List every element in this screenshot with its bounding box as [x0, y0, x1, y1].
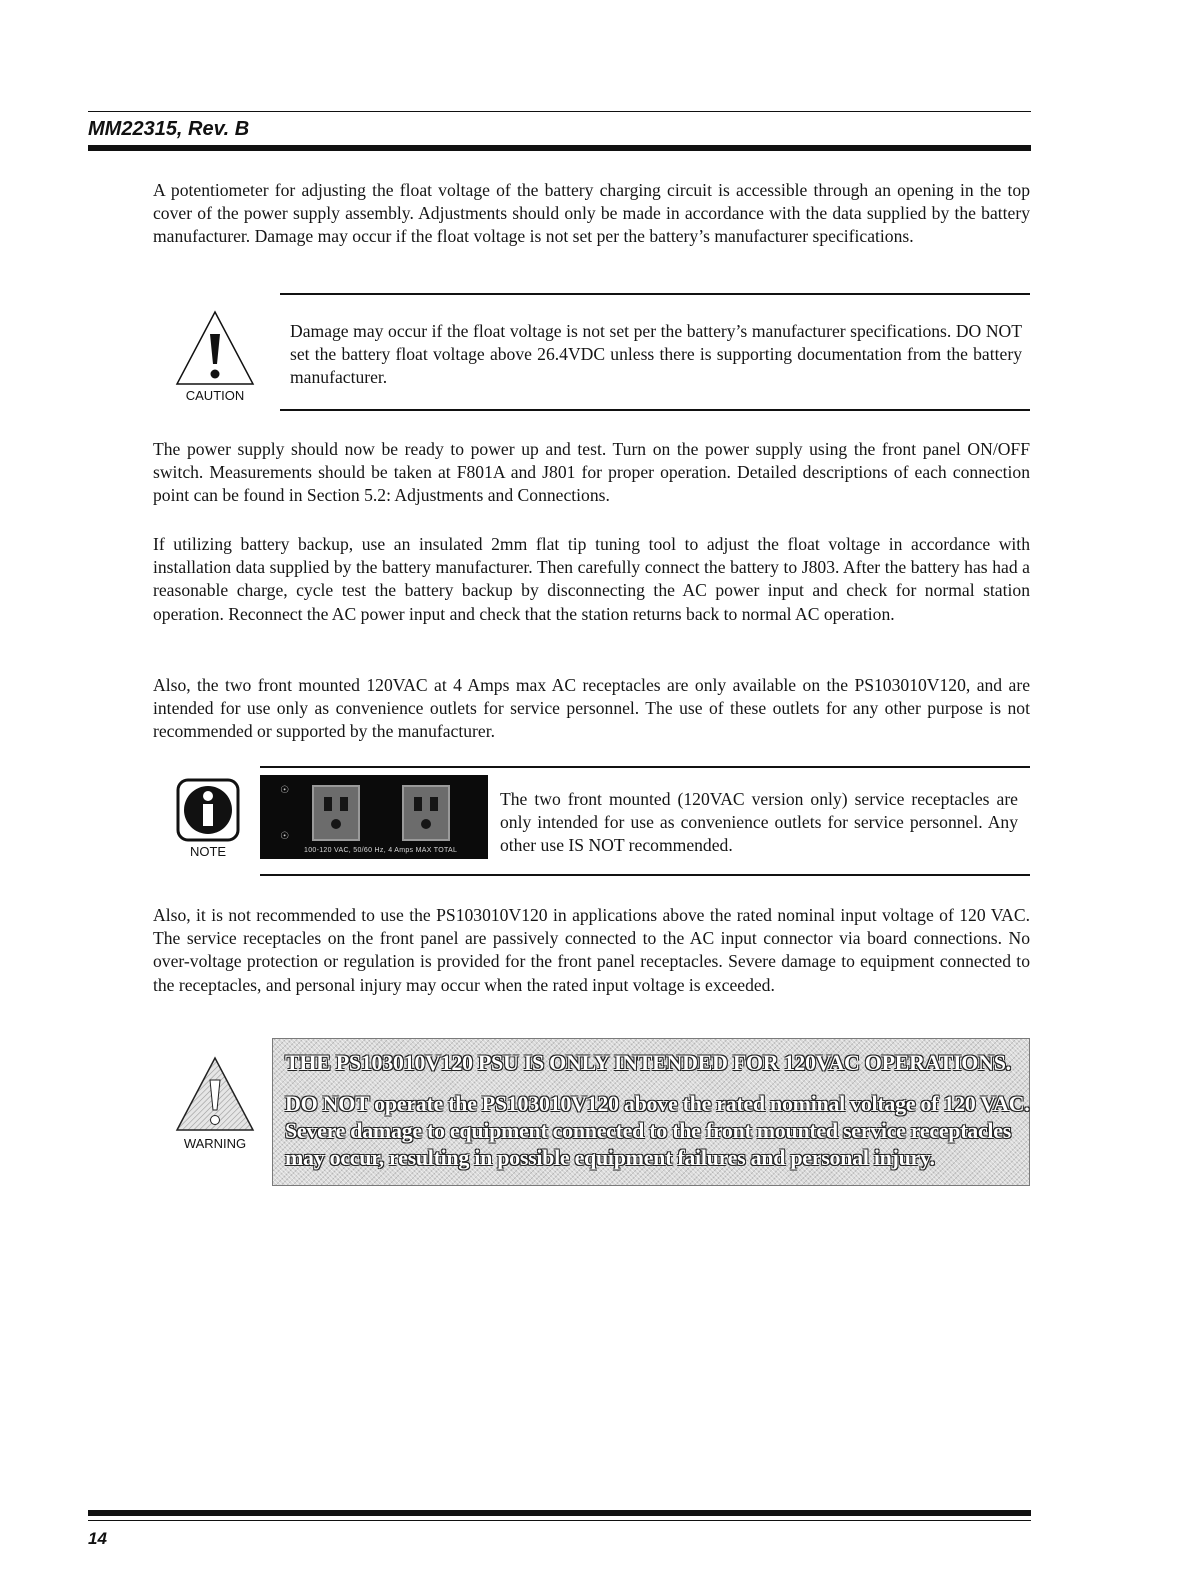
- paragraph-overvoltage: Also, it is not recommended to use the PS103010V120 in applications above the rated nominal input voltage of 120 VAC. The service receptacles on the front panel are passively connected to the AC input connector via board connections. No over-voltage protection or regulation is provided for the front panel receptacles. Severe damage to equipment connected to the receptacles, and personal injury may occur when the rated input voltage is exceeded.: [153, 905, 1030, 995]
- caution-icon: [173, 308, 257, 388]
- caution-top-rule: [280, 293, 1030, 295]
- receptacle-rating-caption: 100-120 VAC, 50/60 Hz, 4 Amps MAX TOTAL: [304, 847, 458, 854]
- paragraph-potentiometer: A potentiometer for adjusting the float voltage of the battery charging circuit is accessible through an opening in the top cover of the power supply assembly. Adjustments should only be made in accordance with the data supplied by the battery manufacturer. Damage may occur if the float voltage is not set per the battery’s manufacturer specifications.: [153, 180, 1030, 247]
- warning-box: [272, 1038, 1030, 1186]
- warning-icon: [173, 1054, 257, 1134]
- caution-bottom-rule: [280, 409, 1030, 411]
- caution-text: Damage may occur if the float voltage is not set per the battery’s manufacturer specifications. DO NOT set the battery float voltage above 26.4VDC unless there is supporting documentation from the battery manufacturer.: [290, 321, 1022, 388]
- page-number: 14: [88, 1529, 107, 1548]
- ul-mark-icon: ☉: [280, 831, 289, 842]
- info-icon: [176, 778, 240, 842]
- footer-rule-thick: [88, 1510, 1031, 1516]
- receptacle-outlet: [402, 785, 450, 841]
- warning-line-4: may occur, resulting in possible equipment failures and personal injury.: [285, 1145, 935, 1170]
- warning-line-1: THE PS103010V120 PSU IS ONLY INTENDED FOR 120VAC OPERATIONS.: [285, 1050, 1011, 1075]
- paragraph-battery-backup: If utilizing battery backup, use an insulated 2mm flat tip tuning tool to adjust the float voltage in accordance with installation data supplied by the battery manufacturer. Then carefully connect the battery to J803. After the battery has had a reasonable charge, cycle test the battery backup by disconnecting the AC power input and check for normal station operation. Reconnect the AC power input and check that the station returns back to normal AC operation.: [153, 534, 1030, 624]
- note-label: NOTE: [189, 844, 227, 859]
- paragraph-front-receptacles: Also, the two front mounted 120VAC at 4 Amps max AC receptacles are only available on the PS103010V120, and are intended for use only as convenience outlets for service personnel. The use of these outlets for any other purpose is not recommended or supported by the manufacturer.: [153, 675, 1030, 742]
- warning-line-3: Severe damage to equipment connected to the front mounted service receptacles: [285, 1118, 1011, 1143]
- warning-label: WARNING: [183, 1136, 247, 1151]
- paragraph-power-up-test: The power supply should now be ready to power up and test. Turn on the power supply using the front panel ON/OFF switch. Measurements should be taken at F801A and J801 for proper operation. Detailed descriptions of each connection point can be found in Section 5.2: Adjustments and Connections.: [153, 439, 1030, 506]
- header-rule-thick: [88, 145, 1031, 151]
- ul-mark-icon: ☉: [280, 785, 289, 796]
- footer-rule-thin: [88, 1520, 1031, 1521]
- warning-line-2: DO NOT operate the PS103010V120 above the rated nominal voltage of 120 VAC.: [285, 1091, 1030, 1116]
- receptacle-outlet: [312, 785, 360, 841]
- note-top-rule: [260, 766, 1030, 768]
- header-rule-thin: [88, 111, 1031, 112]
- receptacle-photo: [260, 775, 488, 859]
- caution-label: CAUTION: [185, 388, 245, 403]
- document-header-title: MM22315, Rev. B: [88, 118, 250, 140]
- note-bottom-rule: [260, 874, 1030, 876]
- note-text: The two front mounted (120VAC version only) service receptacles are only intended for use as convenience outlets for service personnel. Any other use IS NOT recommended.: [500, 789, 1018, 856]
